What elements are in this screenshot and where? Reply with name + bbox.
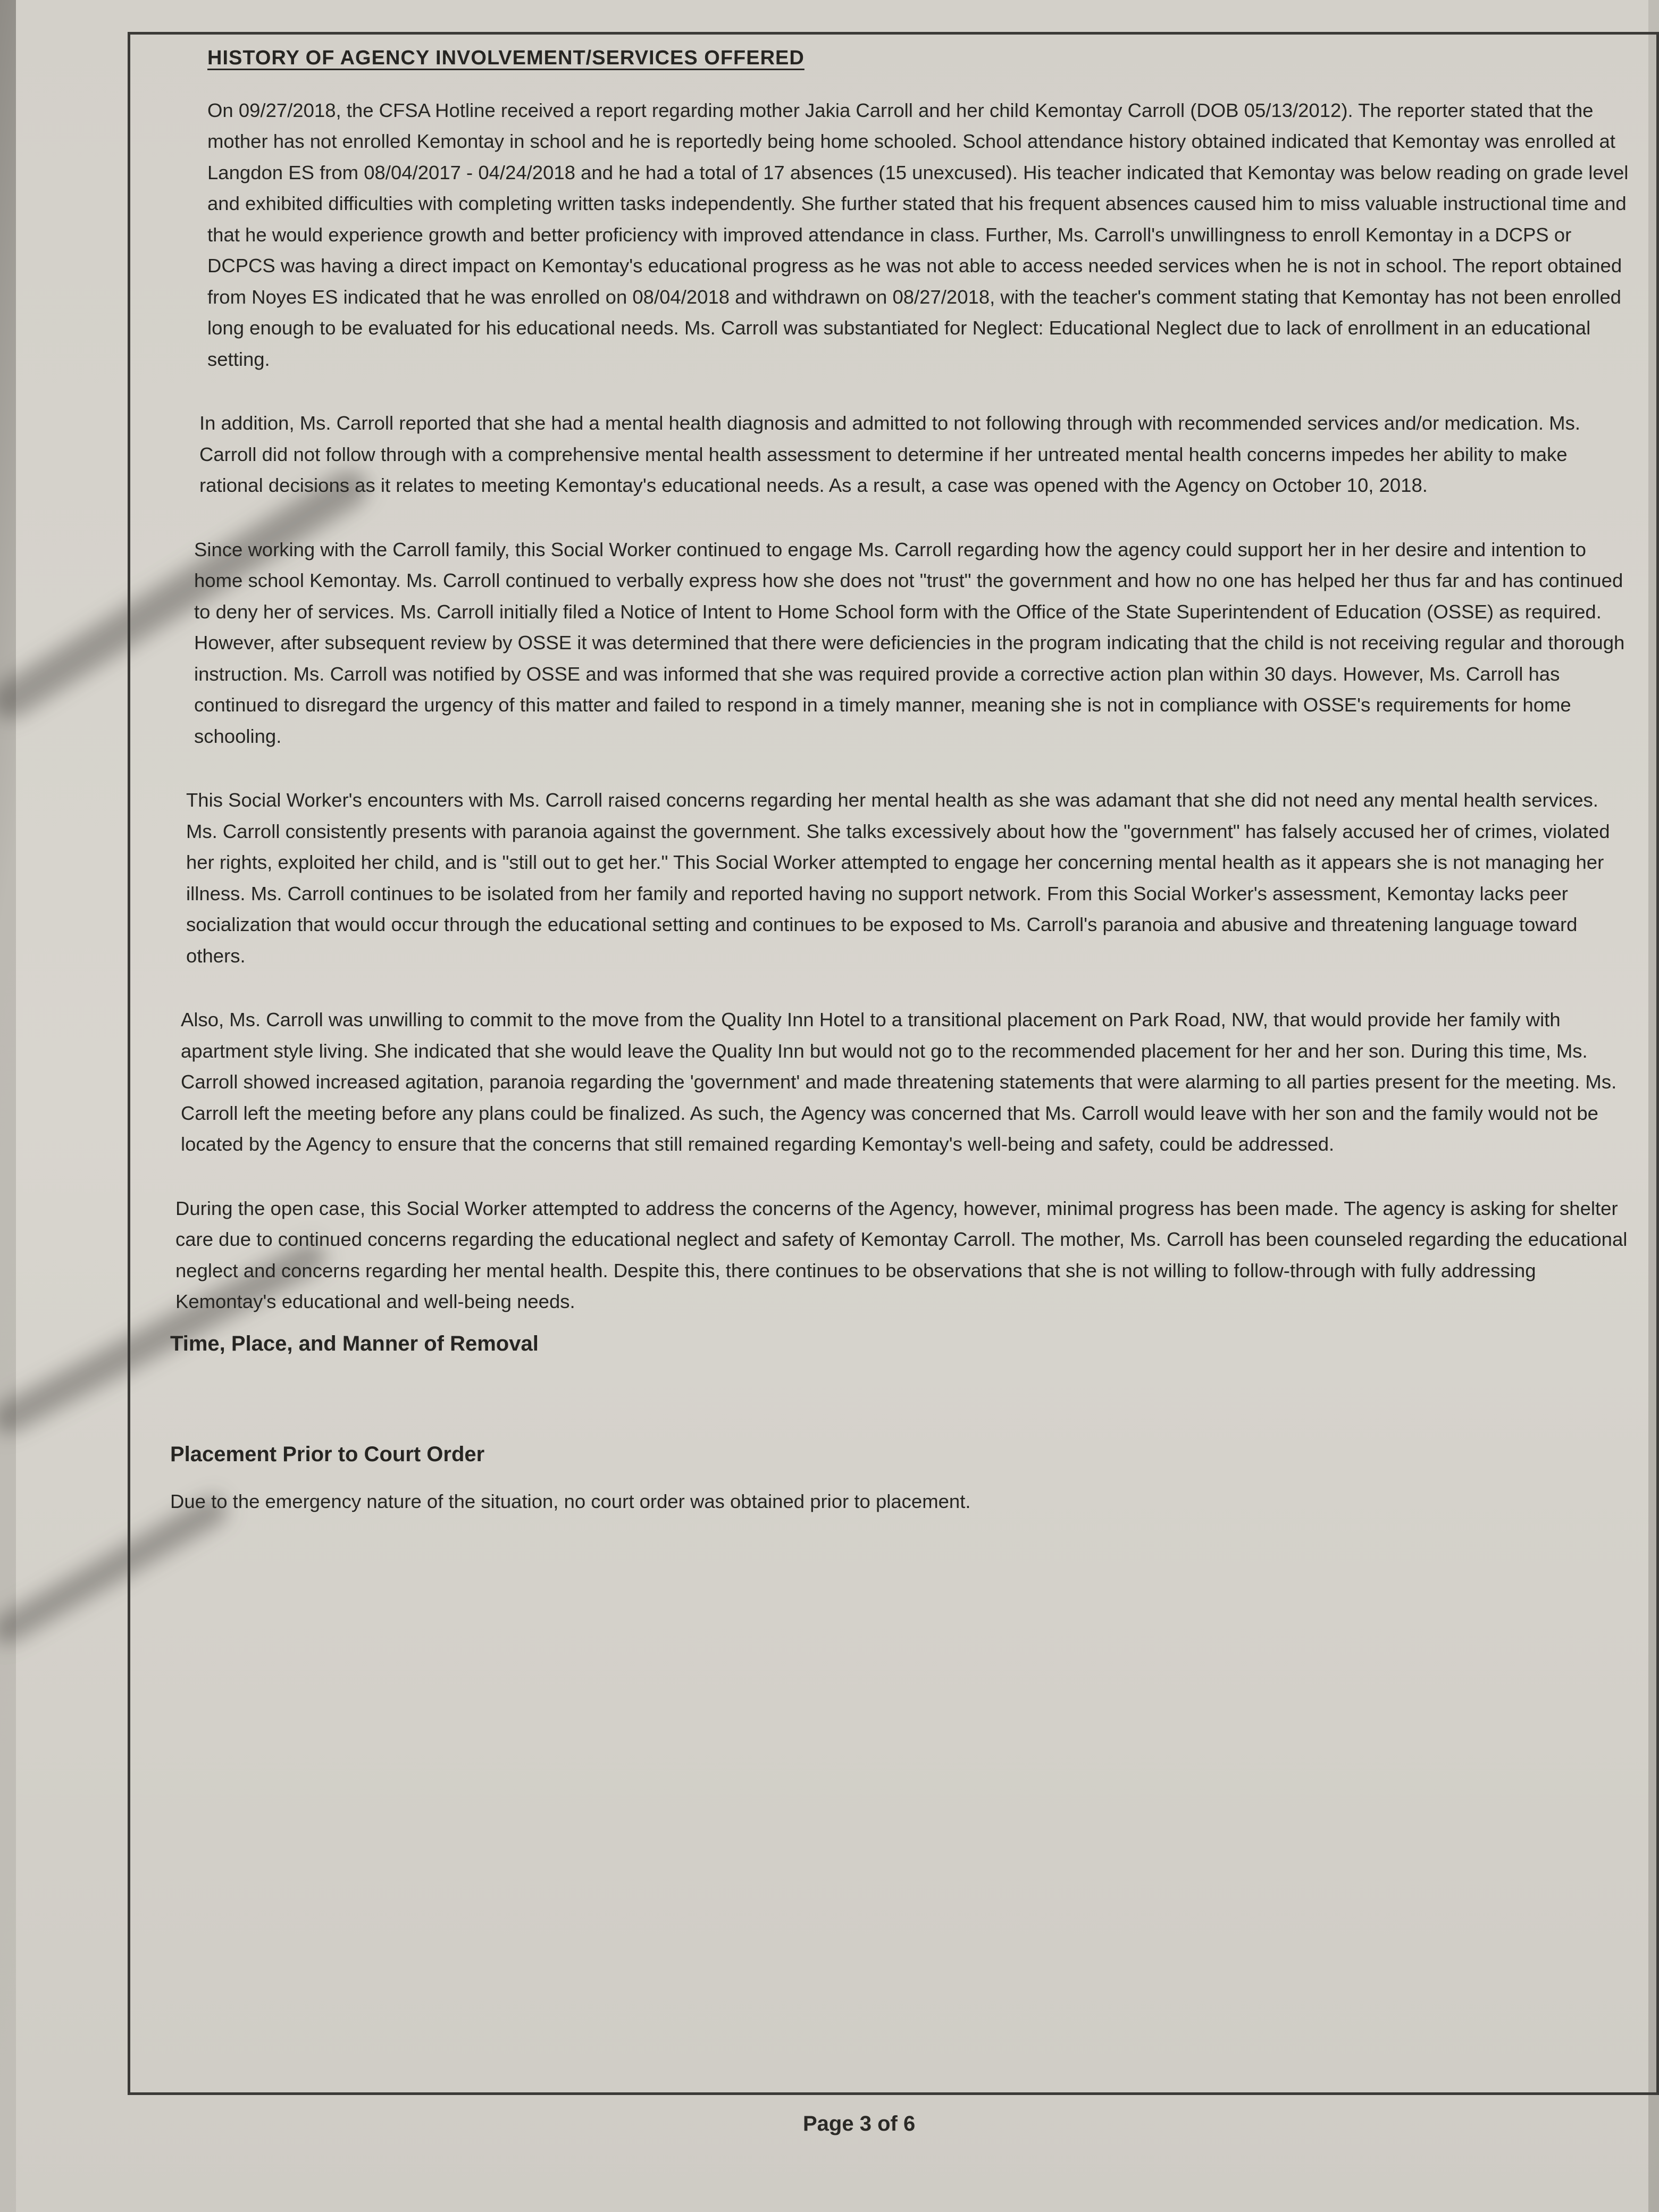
heading-placement-prior: Placement Prior to Court Order	[170, 1443, 485, 1466]
page-number: Page 3 of 6	[803, 2112, 916, 2135]
paragraph-home-school: Since working with the Carroll family, this Social Worker continued to engage Ms. Carroll regarding how the agency could support her in her desire and intention to home school Kemontay. Ms. Carroll continued to verbally express how she does not "trust" the government and how no one has helped her thus far and has continued to deny her of services. Ms. Carroll initially filed a Notice of Intent to Home School form with the Office of the State Superintendent of Education (OSSE) as required. However, after subsequent review by OSSE it was determined that there were deficiencies in the program indicating that the child is not receiving regular and thorough instruction. Ms. Carroll was notified by OSSE and was informed that she was required provide a corrective action plan within 30 days. However, Ms. Carroll has continued to disregard the urgency of this matter and failed to respond in a timely manner, meaning she is not in compliance with OSSE's requirements for home schooling.	[194, 538, 1625, 747]
paragraph-hotline-report: On 09/27/2018, the CFSA Hotline received a report regarding mother Jakia Carroll and her child Kemontay Carroll (DOB 05/13/2012). The reporter stated that the mother has not enrolled Kemontay in school and he is reportedly being home schooled. School attendance history obtained indicated that Kemontay was enrolled at Langdon ES from 08/04/2017 - 04/24/2018 and he had a total of 17 absences (15 unexcused). His teacher indicated that Kemontay was below reading on grade level and exhibited difficulties with completing written tasks independently. She further stated that his frequent absences caused him to miss valuable instructional time and that he would experience growth and better proficiency with improved attendance in class. Further, Ms. Carroll's unwillingness to enroll Kemontay in a DCPS or DCPCS was having a direct impact on Kemontay's educational progress as he was not able to access needed services when he is not in school. The report obtained from Noyes ES indicated that he was enrolled on 08/04/2018 and withdrawn on 08/27/2018, with the teacher's comment stating that Kemontay has not been enrolled long enough to be evaluated for his educational needs. Ms. Carroll was substantiated for Neglect: Educational Neglect due to lack of enrollment in an educational setting.	[207, 99, 1629, 370]
paragraph-mental-health-diagnosis: In addition, Ms. Carroll reported that she had a mental health diagnosis and admitted to not following through with recommended services and/or medication. Ms. Carroll did not follow through with a comprehensive mental health assessment to determine if her untreated mental health concerns impedes her ability to make rational decisions as it relates to meeting Kemontay's educational needs. As a result, a case was opened with the Agency on October 10, 2018.	[199, 412, 1580, 496]
placement-text: Due to the emergency nature of the situation, no court order was obtained prior to placement.	[170, 1490, 971, 1512]
paragraph-social-worker-encounters: This Social Worker's encounters with Ms. Carroll raised concerns regarding her mental health as she was adamant that she did not need any mental health services. Ms. Carroll consistently presents with paranoia against the government. She talks excessively about how the "government" has falsely accused her of crimes, violated her rights, exploited her child, and is "still out to get her." This Social Worker attempted to engage her concerning mental health as it appears she is not managing her illness. Ms. Carroll continues to be isolated from her family and reported having no support network. From this Social Worker's assessment, Kemontay lacks peer socialization that would occur through the educational setting and continues to be exposed to Ms. Carroll's paranoia and abusive and threatening language toward others.	[186, 789, 1610, 967]
section-title: HISTORY OF AGENCY INVOLVEMENT/SERVICES OFFERED	[207, 47, 805, 69]
paper-sheet	[16, 0, 1648, 2212]
paragraph-open-case: During the open case, this Social Worker attempted to address the concerns of the Agency, however, minimal progress has been made. The agency is asking for shelter care due to continued concerns regarding the educational neglect and safety of Kemontay Carroll. The mother, Ms. Carroll has been counseled regarding the educational neglect and concerns regarding her mental health. Despite this, there continues to be observations that she is not willing to follow-through with fully addressing Kemontay's educational and well-being needs.	[175, 1197, 1628, 1312]
paragraph-transitional-placement: Also, Ms. Carroll was unwilling to commit to the move from the Quality Inn Hotel to a transitional placement on Park Road, NW, that would provide her family with apartment style living. She indicated that she would leave the Quality Inn but would not go to the recommended placement for her and her son. During this time, Ms. Carroll showed increased agitation, paranoia regarding the 'government' and made threatening statements that were alarming to all parties present for the meeting. Ms. Carroll left the meeting before any plans could be finalized. As such, the Agency was concerned that Ms. Carroll would leave with her son and the family would not be located by the Agency to ensure that the concerns that still remained regarding Kemontay's well-being and safety, could be addressed.	[181, 1009, 1617, 1155]
document-body	[170, 43, 1632, 1517]
heading-time-place-manner: Time, Place, and Manner of Removal	[170, 1331, 539, 1355]
